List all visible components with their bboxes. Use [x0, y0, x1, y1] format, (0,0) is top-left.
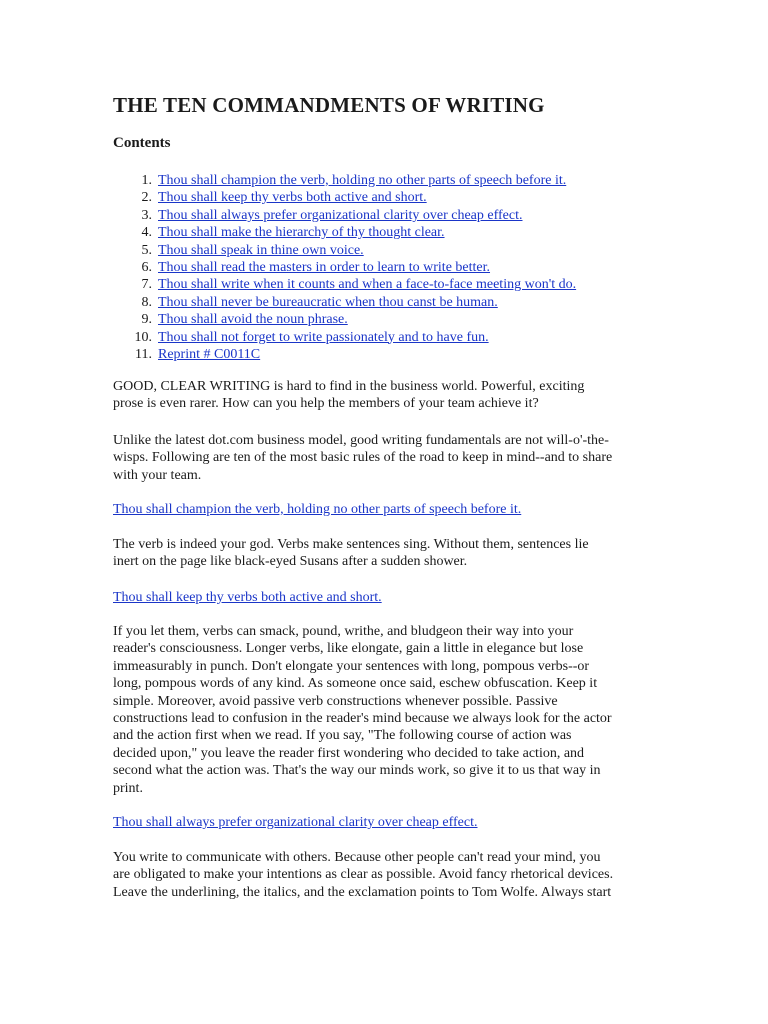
toc-item	[113, 207, 576, 224]
text-line: inert on the page like black-eyed Susans after a sudden shower.	[113, 554, 468, 570]
text-line: immeasurably in punch. Don't elongate your sentences with long, pompous verbs--or	[113, 658, 590, 674]
toc-item	[113, 189, 576, 206]
toc-link-8[interactable]: Thou shall never be bureaucratic when thou canst be human.	[158, 294, 498, 310]
toc-number: 2.	[141, 190, 152, 206]
toc-item	[113, 329, 576, 346]
section-2-heading	[113, 589, 382, 606]
toc-item	[113, 242, 576, 259]
text-line: second what the action was. That's the way our minds work, so give it to us that way in	[113, 763, 601, 779]
section-2-body	[113, 623, 658, 797]
toc-link-10[interactable]: Thou shall not forget to write passionately and to have fun.	[158, 329, 489, 345]
toc-item	[113, 224, 576, 241]
toc-link-9[interactable]: Thou shall avoid the noun phrase.	[158, 312, 348, 328]
text-line: constructions lead to confusion in the reader's mind because we always look for the actor	[113, 711, 612, 727]
toc-link-2[interactable]: Thou shall keep thy verbs both active and short.	[158, 190, 427, 206]
toc-number: 9.	[141, 312, 152, 328]
toc-link-4[interactable]: Thou shall make the hierarchy of thy thought clear.	[158, 225, 445, 241]
contents-heading: Contents	[113, 135, 171, 151]
text-line: You write to communicate with others. Because other people can't read your mind, you	[113, 850, 601, 865]
toc-number: 1.	[141, 173, 152, 188]
toc-number: 6.	[141, 259, 152, 275]
section-1-heading	[113, 501, 521, 518]
toc-item	[113, 311, 576, 328]
section-3-link[interactable]: Thou shall always prefer organizational clarity over cheap effect.	[113, 815, 478, 830]
toc-number: 11.	[135, 346, 152, 362]
text-line: Unlike the latest dot.com business model, good writing fundamentals are not will-o'-the-	[113, 433, 609, 448]
text-line: If you let them, verbs can smack, pound, writhe, and bludgeon their way into your	[113, 624, 574, 639]
toc-link-7[interactable]: Thou shall write when it counts and when a face-to-face meeting won't do.	[158, 277, 577, 293]
intro-paragraph-1	[113, 378, 658, 413]
section-1-link[interactable]: Thou shall champion the verb, holding no other parts of speech before it.	[113, 502, 522, 517]
text-line: Leave the underlining, the italics, and the exclamation points to Tom Wolfe. Always start	[113, 884, 612, 900]
toc-item	[113, 259, 576, 276]
text-line: The verb is indeed your god. Verbs make sentences sing. Without them, sentences lie	[113, 537, 589, 552]
toc-number: 10.	[134, 329, 152, 345]
toc-item	[113, 346, 576, 363]
text-line: and the action first when we read. If you say, "The following course of action was	[113, 728, 572, 744]
toc-link-6[interactable]: Thou shall read the masters in order to learn to write better.	[158, 259, 491, 275]
document-title: THE TEN COMMANDMENTS OF WRITING	[113, 93, 545, 117]
text-line: prose is even rarer. How can you help the members of your team achieve it?	[113, 396, 539, 412]
toc-number: 5.	[141, 242, 152, 258]
text-line: are obligated to make your intentions as clear as possible. Avoid fancy rhetorical devices.	[113, 867, 614, 883]
text-line: decided upon," you leave the reader first wondering who decided to take action, and	[113, 745, 585, 761]
text-line: wisps. Following are ten of the most basic rules of the road to keep in mind--and to share	[113, 450, 613, 466]
section-3-heading	[113, 814, 478, 831]
text-line: long, pompous words of any kind. As someone once said, eschew obfuscation. Keep it	[113, 676, 598, 692]
text-line: GOOD, CLEAR WRITING is hard to find in the business world. Powerful, exciting	[113, 379, 585, 394]
text-line: with your team.	[113, 467, 202, 483]
intro-paragraph-2	[113, 432, 658, 484]
toc-number: 8.	[141, 294, 152, 310]
section-1-body	[113, 536, 658, 571]
toc-link-1[interactable]: Thou shall champion the verb, holding no other parts of speech before it.	[158, 173, 567, 188]
toc-link-5[interactable]: Thou shall speak in thine own voice.	[158, 242, 364, 258]
toc-number: 7.	[141, 277, 152, 293]
section-3-body	[113, 849, 658, 901]
toc-item	[113, 276, 576, 293]
toc-item	[113, 294, 576, 311]
toc-item	[113, 172, 576, 189]
toc-number: 4.	[141, 225, 152, 241]
toc-number: 3.	[141, 207, 152, 223]
section-2-link[interactable]: Thou shall keep thy verbs both active and short.	[113, 590, 382, 605]
table-of-contents	[113, 172, 576, 363]
text-line: reader's consciousness. Longer verbs, like elongate, gain a little in elegance but lose	[113, 641, 584, 657]
toc-link-3[interactable]: Thou shall always prefer organizational clarity over cheap effect.	[158, 207, 523, 223]
text-line: simple. Moreover, avoid passive verb constructions whenever possible. Passive	[113, 693, 558, 709]
toc-link-reprint[interactable]: Reprint # C0011C	[158, 346, 261, 362]
text-line: print.	[113, 780, 143, 796]
